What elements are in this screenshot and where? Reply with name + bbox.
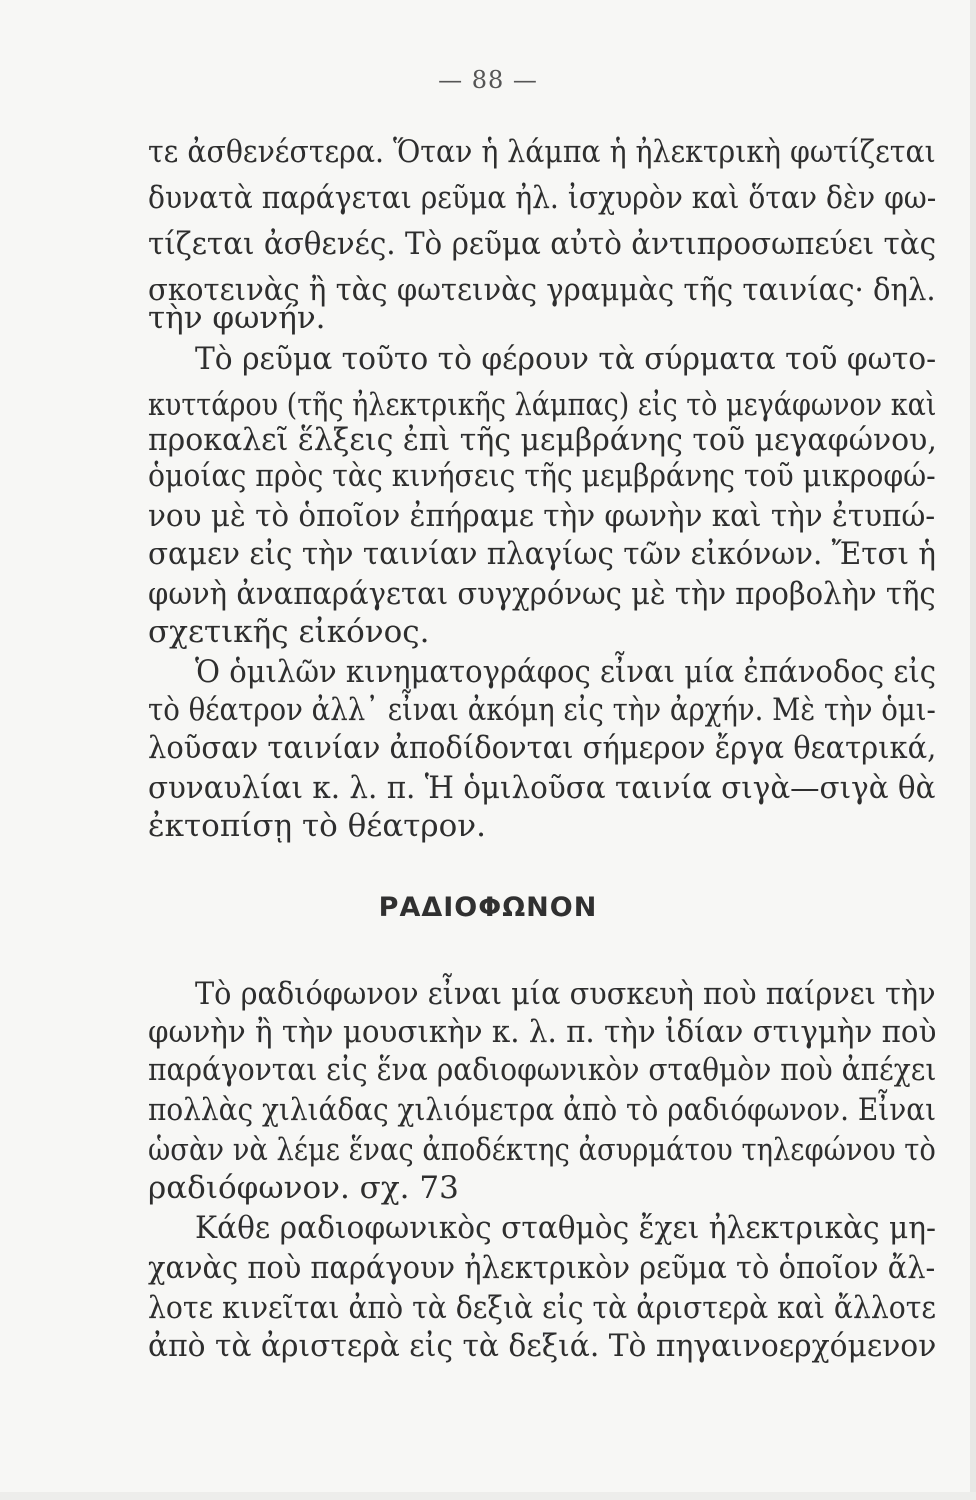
- text-line: ὁμοίας πρὸς τὰς κινήσεις τῆς μεμβράνης τοῦ μικροφώ-: [148, 458, 936, 494]
- text-line: τὸ θέατρον ἀλλ᾽ εἶναι ἀκόμη εἰς τὴν ἀρχήν. Μὲ τὴν ὁμι-: [148, 692, 936, 728]
- text-line: λοῦσαν ταινίαν ἀποδίδονται σήμερον ἔργα θεατρικά,: [148, 730, 937, 766]
- text-line: τὴν φωνήν.: [148, 300, 326, 336]
- text-line: προκαλεῖ ἕλξεις ἐπὶ τῆς μεμβράνης τοῦ μεγαφώνου,: [148, 422, 937, 458]
- text-line: τίζεται ἀσθενές. Τὸ ρεῦμα αὐτὸ ἀντιπροσωπεύει τὰς: [148, 226, 937, 262]
- text-line: σκοτεινὰς ἢ τὰς φωτεινὰς γραμμὰς τῆς ταινίας· δηλ.: [148, 272, 936, 308]
- text-line: Κάθε ραδιοφωνικὸς σταθμὸς ἔχει ἠλεκτρικὰς μη-: [195, 1210, 936, 1246]
- text-line: νου μὲ τὸ ὁποῖον ἐπήραμε τὴν φωνὴν καὶ τὴν ἐτυπώ-: [148, 498, 936, 534]
- text-line: παράγονται εἰς ἕνα ραδιοφωνικὸν σταθμὸν ποὺ ἀπέχει: [148, 1052, 937, 1088]
- section-heading: ΡΑΔΙΟΦΩΝΟΝ: [378, 892, 598, 923]
- text-line: τε ἀσθενέστερα. Ὅταν ἡ λάμπα ἡ ἠλεκτρικὴ φωτίζεται: [148, 134, 936, 170]
- text-line: ἐκτοπίσῃ τὸ θέατρον.: [148, 808, 487, 844]
- text-line: Τὸ ρεῦμα τοῦτο τὸ φέρουν τὰ σύρματα τοῦ φωτο-: [195, 341, 937, 377]
- text-line: σαμεν εἰς τὴν ταινίαν πλαγίως τῶν εἰκόνων. Ἔτσι ἡ: [148, 536, 936, 572]
- text-line: χανὰς ποὺ παράγουν ἠλεκτρικὸν ρεῦμα τὸ ὁποῖον ἄλ-: [148, 1250, 936, 1286]
- text-line: σχετικῆς εἰκόνος.: [148, 614, 430, 650]
- text-line: φωνὴν ἢ τὴν μουσικὴν κ. λ. π. τὴν ἰδίαν στιγμὴν ποὺ: [148, 1014, 937, 1050]
- text-line: δυνατὰ παράγεται ρεῦμα ἠλ. ἰσχυρὸν καὶ ὅταν δὲν φω-: [148, 180, 937, 216]
- text-line: ἀπὸ τὰ ἀριστερὰ εἰς τὰ δεξιά. Τὸ πηγαινοερχόμενον: [148, 1328, 937, 1364]
- text-line: ὡσὰν νὰ λέμε ἕνας ἀποδέκτης ἀσυρμάτου τηλεφώνου τὸ: [148, 1132, 936, 1168]
- text-line: Τὸ ραδιόφωνον εἶναι μία συσκευὴ ποὺ παίρνει τὴν: [195, 976, 936, 1012]
- text-line: συναυλίαι κ. λ. π. Ἡ ὁμιλοῦσα ταινία σιγὰ—σιγὰ θὰ: [148, 770, 936, 806]
- text-line: πολλὰς χιλιάδας χιλιόμετρα ἀπὸ τὸ ραδιόφωνον. Εἶναι: [148, 1092, 937, 1128]
- page-edge-right: [970, 0, 976, 1500]
- page-number: — 88 —: [438, 66, 538, 94]
- page-edge-bottom: [0, 1492, 976, 1500]
- text-line: Ὁ ὁμιλῶν κινηματογράφος εἶναι μία ἐπάνοδος εἰς: [195, 654, 937, 690]
- text-line: κυττάρου (τῆς ἠλεκτρικῆς λάμπας) εἰς τὸ μεγάφωνον καὶ: [148, 387, 937, 423]
- text-line: λοτε κινεῖται ἀπὸ τὰ δεξιὰ εἰς τὰ ἀριστερὰ καὶ ἄλλοτε: [148, 1290, 937, 1326]
- text-line: φωνὴ ἀναπαράγεται συγχρόνως μὲ τὴν προβολὴν τῆς: [148, 576, 936, 612]
- text-line: ραδιόφωνον. σχ. 73: [148, 1170, 459, 1206]
